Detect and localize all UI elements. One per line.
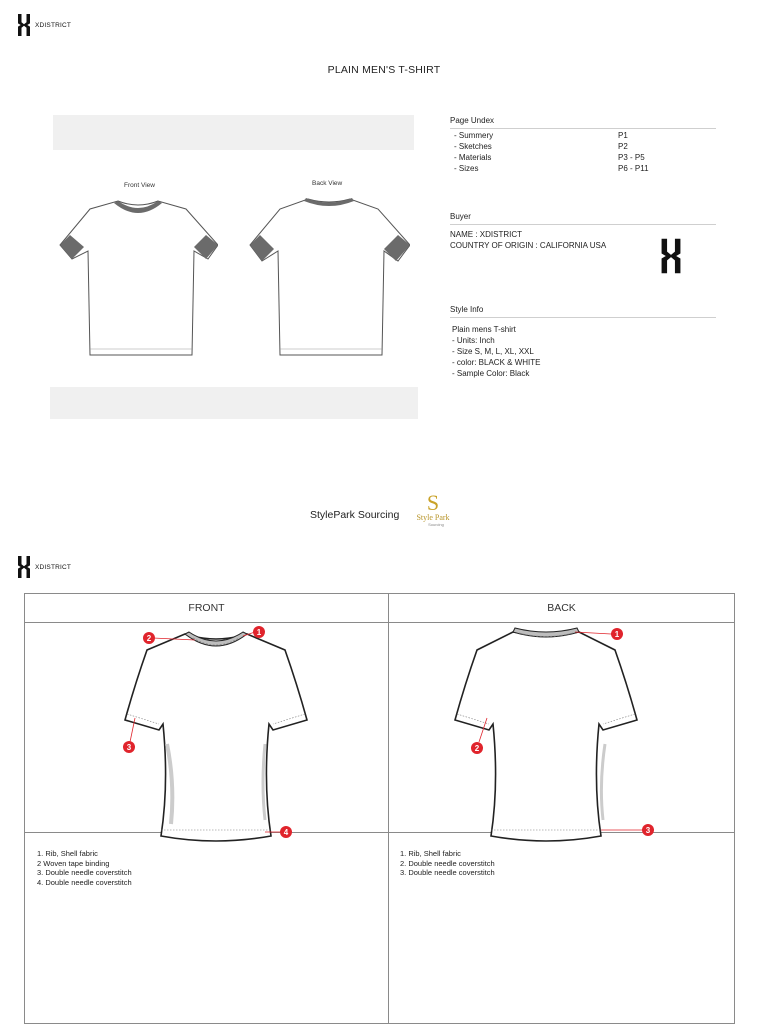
brand-logo: [17, 14, 71, 36]
page-title: PLAIN MEN'S T-SHIRT: [327, 64, 441, 76]
note-line: 3. Double needle coverstitch: [400, 868, 495, 877]
note-line: 2 Woven tape binding: [37, 858, 110, 868]
callout-4: 4: [283, 828, 289, 837]
page-index-row: - Sizes P6 - P11: [454, 164, 649, 173]
front-view-sketch: [58, 195, 218, 363]
front-notes: [37, 849, 132, 887]
note-line: 4. Double needle coverstitch: [37, 877, 132, 887]
front-detail-sketch: [105, 624, 335, 842]
buyer-logo-icon: [660, 230, 682, 282]
style-info-line: - color: BLACK & WHITE: [452, 358, 541, 367]
note-line: 3. Double needle coverstitch: [37, 868, 132, 877]
brand-logo: [17, 556, 71, 578]
note-line: 2. Double needle coverstitch: [400, 858, 495, 868]
sketch-spec-table: [24, 593, 735, 1024]
back-detail-sketch: [435, 624, 665, 842]
front-column-heading: FRONT: [188, 602, 225, 614]
table-column-divider: [388, 594, 389, 1024]
page-index-row: - Materials P3 - P5: [454, 153, 645, 162]
buyer-name: NAME : XDISTRICT: [450, 230, 523, 239]
style-info-line: - Size S, M, L, XL, XXL: [452, 347, 534, 356]
back-view-sketch: [248, 195, 410, 363]
stylepark-logo-icon: [412, 490, 454, 530]
sourcing-label: StylePark Sourcing: [310, 509, 400, 521]
stylepark-logo-text: Style Park: [416, 513, 450, 522]
table-header-divider: [25, 622, 734, 623]
style-info-heading: Style Info: [450, 305, 716, 318]
bottom-gray-band: [50, 387, 418, 419]
buyer-country: COUNTRY OF ORIGIN : CALIFORNIA USA: [450, 241, 607, 250]
back-notes: [400, 849, 495, 878]
style-info-line: Plain mens T-shirt: [452, 325, 516, 334]
style-info-line: - Units: Inch: [452, 336, 495, 345]
buyer-heading: Buyer: [450, 212, 716, 225]
note-line: 1. Rib, Shell fabric: [37, 849, 98, 858]
page-index-heading: Page Undex: [450, 116, 716, 129]
note-line: 1. Rib, Shell fabric: [400, 849, 461, 858]
brand-name: XDISTRICT: [35, 21, 72, 29]
svg-text:S: S: [426, 490, 440, 515]
brand-name: XDISTRICT: [35, 563, 72, 571]
style-info-line: - Sample Color: Black: [452, 369, 530, 378]
front-view-label: Front View: [124, 182, 155, 189]
back-column-heading: BACK: [547, 602, 576, 614]
page-index-row: - Sketches P2: [454, 142, 628, 151]
xdistrict-logo-icon: [17, 556, 31, 578]
stylepark-logo-subtext: Sourcing: [428, 522, 444, 527]
callout-1: 1: [614, 630, 620, 639]
back-view-label: Back View: [312, 180, 343, 187]
callout-2: 2: [146, 634, 152, 643]
callout-1: 1: [256, 628, 262, 637]
callout-3: 3: [645, 826, 651, 835]
top-gray-band: [53, 115, 414, 150]
callout-3: 3: [126, 743, 132, 752]
xdistrict-logo-icon: [17, 14, 31, 36]
callout-2: 2: [474, 744, 480, 753]
page-index-row: - Summery P1: [454, 131, 628, 140]
